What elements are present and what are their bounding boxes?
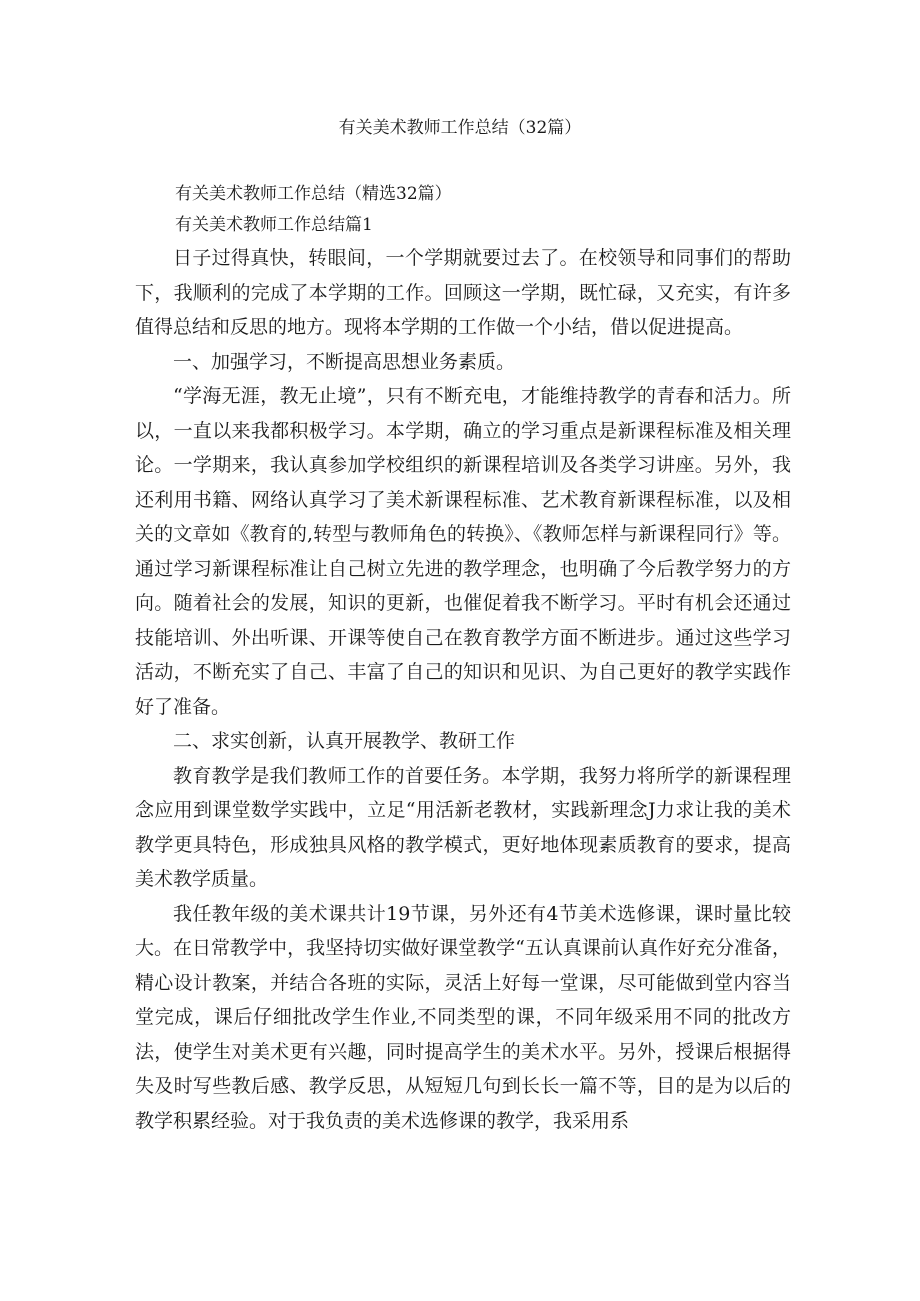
document-title: 有关美术教师工作总结（32篇） xyxy=(338,118,582,138)
document-body xyxy=(135,179,791,1138)
section-heading-1: 一、加强学习，不断提高思想业务素质。 xyxy=(173,350,516,373)
paragraph-classes: 我任教年级的美术课共计19节课，另外还有4节美术选修课，课时量比较大。在日常教学中，我坚持切实做好课堂教学“五认真课前认真作好充分准备，精心设计教案，并结合各班的实际，灵活上好每一堂课，尽可能做到堂内容当堂完成，课后仔细批改学生作业,不同类型的课，不同年级采用不同的批改方法，使学生对美术更有兴趣，同时提高学生的美术水平。另外，授课后根据得失及时写些教后感、教学反思，从短短几句到长长一篇不等，目的是为以后的教学积累经验。对于我负责的美术选修课的教学，我采用系 xyxy=(135,902,791,1132)
document-subtitle: 有关美术教师工作总结（精选32篇） xyxy=(175,184,452,204)
paragraph-intro: 日子过得真快，转眼间，一个学期就要过去了。在校领导和同事们的帮助下，我顺利的完成了本学期的工作。回顾这一学期，既忙碌，又充实，有许多值得总结和反思的地方。现将本学期的工作做一个小结，借以促进提高。 xyxy=(135,247,791,338)
paragraph-teaching: 教育教学是我们教师工作的首要任务。本学期，我努力将所学的新课程理念应用到课堂数学实践中，立足“用活新老教材，实践新理念J力求让我的美术教学更具特色，形成独具风格的教学模式，更好地体现素质教育的要求，提高美术教学质量。 xyxy=(135,764,791,890)
paragraph-study: “学海无涯，教无止境”，只有不断充电，才能维持教学的青春和活力。所以，一直以来我都积极学习。本学期，确立的学习重点是新课程标准及相关理论。一学期来，我认真参加学校组织的新课程培训及各类学习讲座。另外，我还利用书籍、网络认真学习了美术新课程标准、艺术教育新课程标准，以及相关的文章如《教育的,转型与教师角色的转换》、《教师怎样与新课程同行》等。通过学习新课程标准让自己树立先进的教学理念，也明确了今后教学努力的方向。随着社会的发展，知识的更新，也催促着我不断学习。平时有机会还通过技能培训、外出听课、开课等使自己在教育教学方面不断进步。通过这些学习活动，不断充实了自己、丰富了自己的知识和见识、为自己更好的教学实践作好了准备。 xyxy=(135,385,791,718)
section-heading-2: 二、求实创新，认真开展教学、教研工作 xyxy=(173,730,516,752)
part-heading: 有关美术教师工作总结篇1 xyxy=(175,215,373,235)
